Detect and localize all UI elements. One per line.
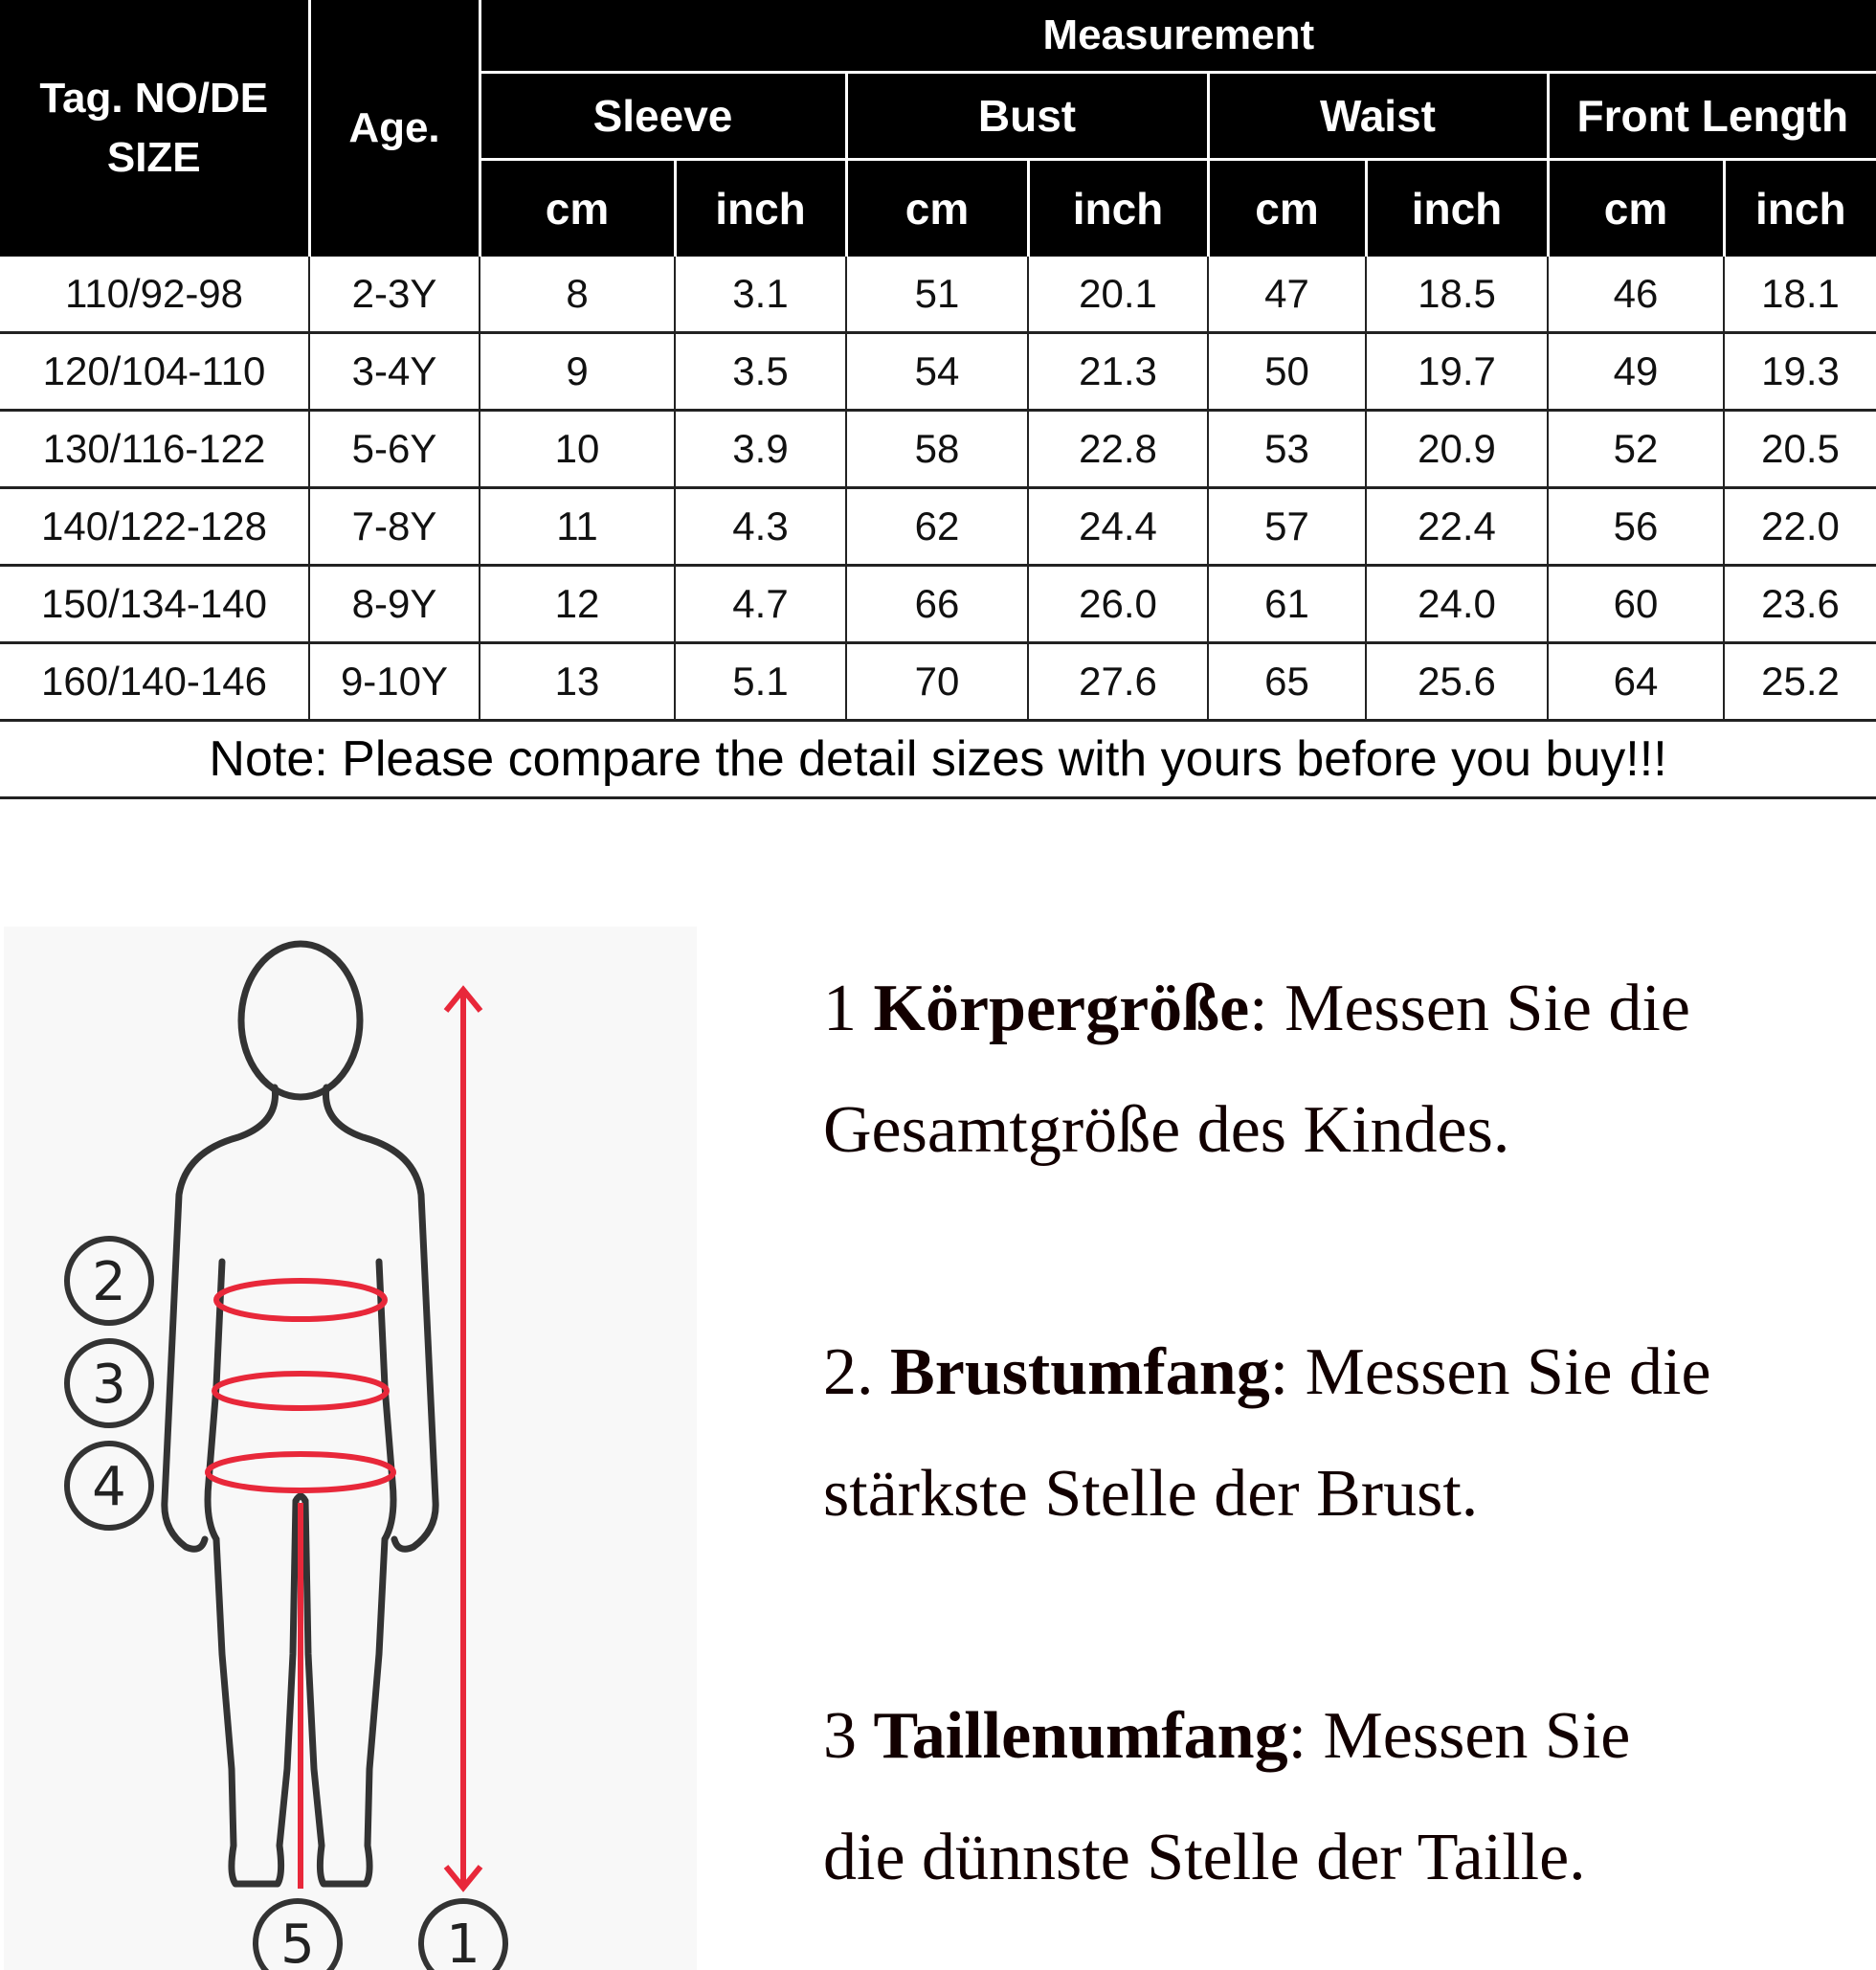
marker-3-label: 3 [92, 1354, 126, 1416]
measurement-cell: 56 [1548, 488, 1724, 566]
table-row [0, 411, 1876, 488]
instruction-body-height [823, 948, 1857, 1191]
instruction-number: 3 [823, 1699, 874, 1773]
measurement-cell: 26.0 [1028, 566, 1208, 643]
measurement-cell: 24.0 [1366, 566, 1548, 643]
instruction-text-line2: die dünnste Stelle der Taille. [823, 1821, 1586, 1894]
measurement-cell: 27.6 [1028, 643, 1208, 721]
measurement-cell: 57 [1208, 488, 1366, 566]
instruction-line [823, 948, 1857, 1069]
measurement-cell: 25.2 [1724, 643, 1876, 721]
measurement-cell: 52 [1548, 411, 1724, 488]
measurement-cell: 53 [1208, 411, 1366, 488]
measurement-cell: 9 [480, 333, 675, 411]
unit-header: inch [1724, 160, 1876, 257]
measurement-cell: 19.7 [1366, 333, 1548, 411]
measurement-cell: 70 [846, 643, 1028, 721]
table-row [0, 643, 1876, 721]
instruction-number: 2. [823, 1335, 890, 1409]
instruction-text-line2: stärkste Stelle der Brust. [823, 1457, 1479, 1531]
measurement-cell: 3.1 [675, 257, 846, 333]
instruction-waist [823, 1675, 1857, 1918]
tag-size-header-line2: SIZE [106, 134, 201, 181]
measurement-cell: 65 [1208, 643, 1366, 721]
measurement-cell: 20.5 [1724, 411, 1876, 488]
unit-header: cm [846, 160, 1028, 257]
measurement-cell: 12 [480, 566, 675, 643]
measurement-cell: 49 [1548, 333, 1724, 411]
instruction-text: : Messen Sie die [1249, 972, 1690, 1045]
measurement-header: Measurement [480, 0, 1876, 73]
size-cell: 110/92-98 [0, 257, 309, 333]
instruction-text: : Messen Sie die [1269, 1335, 1711, 1409]
age-cell: 7-8Y [309, 488, 480, 566]
size-cell: 140/122-128 [0, 488, 309, 566]
size-cell: 130/116-122 [0, 411, 309, 488]
measurement-cell: 58 [846, 411, 1028, 488]
sleeve-header: Sleeve [480, 73, 846, 160]
left-leg-outline [216, 1501, 296, 1884]
measurement-cell: 13 [480, 643, 675, 721]
table-row [0, 333, 1876, 411]
front-length-header: Front Length [1548, 73, 1876, 160]
measurement-cell: 3.9 [675, 411, 846, 488]
age-cell: 9-10Y [309, 643, 480, 721]
measurement-cell: 25.6 [1366, 643, 1548, 721]
table-row [0, 488, 1876, 566]
waist-band [214, 1374, 387, 1408]
age-cell: 8-9Y [309, 566, 480, 643]
measurement-cell: 4.3 [675, 488, 846, 566]
size-cell: 160/140-146 [0, 643, 309, 721]
instruction-line [823, 1675, 1857, 1797]
chest-band [216, 1281, 385, 1319]
unit-header: inch [675, 160, 846, 257]
marker-4-label: 4 [92, 1456, 126, 1518]
size-note: Note: Please compare the detail sizes with yours before you buy!!! [0, 721, 1876, 798]
instruction-number: 1 [823, 972, 874, 1045]
measurement-cell: 47 [1208, 257, 1366, 333]
size-chart-table [0, 0, 1876, 799]
age-cell: 5-6Y [309, 411, 480, 488]
tag-size-header-line1: Tag. NO/DE [39, 75, 269, 122]
measurement-figure [4, 927, 697, 1970]
instruction-term: Körpergröße [873, 972, 1250, 1045]
measurement-cell: 20.9 [1366, 411, 1548, 488]
size-table-body [0, 257, 1876, 721]
marker-1-label: 1 [446, 1914, 480, 1970]
measurement-cell: 20.1 [1028, 257, 1208, 333]
measurement-cell: 18.1 [1724, 257, 1876, 333]
unit-header: inch [1028, 160, 1208, 257]
measurement-cell: 5.1 [675, 643, 846, 721]
marker-group [67, 1239, 505, 1970]
measurement-cell: 22.8 [1028, 411, 1208, 488]
measurement-cell: 11 [480, 488, 675, 566]
head-outline [241, 944, 360, 1097]
measurement-cell: 46 [1548, 257, 1724, 333]
measurement-cell: 51 [846, 257, 1028, 333]
measurement-cell: 23.6 [1724, 566, 1876, 643]
measurement-cell: 61 [1208, 566, 1366, 643]
measurement-cell: 22.0 [1724, 488, 1876, 566]
age-cell: 3-4Y [309, 333, 480, 411]
right-leg-outline [305, 1501, 385, 1884]
size-cell: 120/104-110 [0, 333, 309, 411]
unit-header: cm [1208, 160, 1366, 257]
instruction-text-line2: Gesamtgröße des Kindes. [823, 1093, 1510, 1167]
instruction-chest [823, 1311, 1857, 1555]
marker-5-label: 5 [280, 1914, 315, 1970]
size-cell: 150/134-140 [0, 566, 309, 643]
table-row [0, 257, 1876, 333]
instruction-line [823, 1311, 1857, 1433]
table-row [0, 566, 1876, 643]
child-body-diagram [4, 927, 697, 1970]
age-cell: 2-3Y [309, 257, 480, 333]
measurement-cell: 3.5 [675, 333, 846, 411]
measurement-cell: 21.3 [1028, 333, 1208, 411]
measurement-cell: 54 [846, 333, 1028, 411]
instruction-term: Brustumfang [890, 1335, 1270, 1409]
measurement-cell: 62 [846, 488, 1028, 566]
age-header: Age. [309, 0, 480, 257]
tag-size-header [0, 0, 309, 257]
measurement-cell: 19.3 [1724, 333, 1876, 411]
crotch-outline [296, 1496, 305, 1501]
measurement-cell: 60 [1548, 566, 1724, 643]
measurement-cell: 10 [480, 411, 675, 488]
unit-header: inch [1366, 160, 1548, 257]
measurement-cell: 50 [1208, 333, 1366, 411]
waist-header: Waist [1208, 73, 1548, 160]
measurement-cell: 4.7 [675, 566, 846, 643]
bust-header: Bust [846, 73, 1208, 160]
measurement-cell: 64 [1548, 643, 1724, 721]
unit-header: cm [480, 160, 675, 257]
measurement-cell: 66 [846, 566, 1028, 643]
unit-header: cm [1548, 160, 1724, 257]
measurement-cell: 8 [480, 257, 675, 333]
hip-band [208, 1454, 393, 1490]
measurement-cell: 24.4 [1028, 488, 1208, 566]
measurement-cell: 18.5 [1366, 257, 1548, 333]
measurement-cell: 22.4 [1366, 488, 1548, 566]
marker-2-label: 2 [92, 1251, 126, 1313]
instruction-text: : Messen Sie [1287, 1699, 1631, 1773]
instruction-term: Taillenumfang [873, 1699, 1288, 1773]
